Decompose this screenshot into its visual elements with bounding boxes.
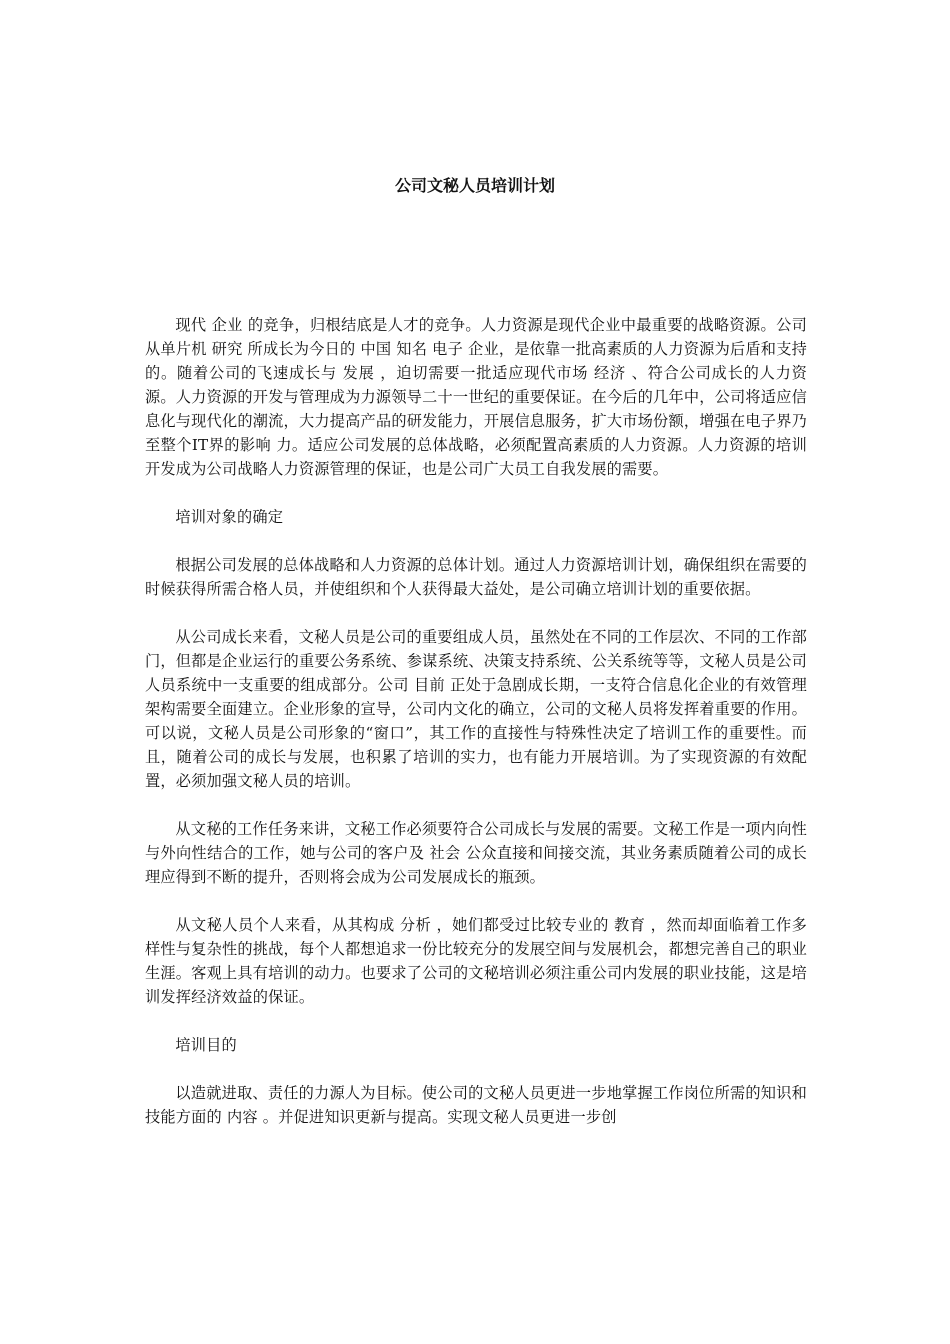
paragraph-individual: 从文秘人员个人来看，从其构成 分析 ，她们都受过比较专业的 教育 ，然而却面临着工作多样性与复杂性的挑战，每个人都想追求一份比较充分的发展空间与发展机会，都想完善自己的职业生涯。客观上具有培训的动力。也要求了公司的文秘培训必须注重公司内发展的职业技能，这是培训发挥经济效益的保证。 (145, 916, 807, 1006)
paragraph-goals: 以造就进取、责任的力源人为目标。使公司的文秘人员更进一步地掌握工作岗位所需的知识和技能方面的 内容 。并促进知识更新与提高。实现文秘人员更进一步创 (145, 1084, 807, 1126)
paragraph-work-tasks: 从文秘的工作任务来讲，文秘工作必须要符合公司成长与发展的需要。文秘工作是一项内向性与外向性结合的工作，她与公司的客户及 社会 公众直接和间接交流，其业务素质随着公司的成长理应得到不断的提升，否则将会成为公司发展成长的瓶颈。 (145, 820, 807, 886)
section-heading-training-goals: 培训目的 (175, 1036, 237, 1054)
paragraph-intro: 现代 企业 的竞争，归根结底是人才的竞争。人力资源是现代企业中最重要的战略资源。公司从单片机 研究 所成长为今日的 中国 知名 电子 企业，是依靠一批高素质的人力资源为后盾和支持的。随着公司的飞速成长与 发展 ，迫切需要一批适应现代市场 经济 、符合公司成长的人力资源。人力资源的开发与管理成为力源领导二十一世纪的重要保证。在今后的几年中，公司将适应信息化与现代化的潮流，大力提高产品的研发能力，开展信息服务，扩大市场份额，增强在电子界乃至整个IT界的影响 力。适应公司发展的总体战略，必须配置高素质的人力资源。人力资源的培训开发成为公司战略人力资源管理的保证，也是公司广大员工自我发展的需要。 (145, 316, 807, 478)
document-title: 公司文秘人员培训计划 (394, 176, 555, 195)
paragraph-company-growth: 从公司成长来看，文秘人员是公司的重要组成人员，虽然处在不同的工作层次、不同的工作部门，但都是企业运行的重要公务系统、参谋系统、决策支持系统、公关系统等等，文秘人员是公司人员系统中一支重要的组成部分。公司 目前 正处于急剧成长期，一支符合信息化企业的有效管理架构需要全面建立。企业形象的宣导，公司内文化的确立，公司的文秘人员将发挥着重要的作用。可以说，文秘人员是公司形象的“窗口”，其工作的直接性与特殊性决定了培训工作的重要性。而且，随着公司的成长与发展，也积累了培训的实力，也有能力开展培训。为了实现资源的有效配置，必须加强文秘人员的培训。 (145, 628, 807, 790)
section-heading-training-targets: 培训对象的确定 (175, 508, 284, 526)
document-body (145, 313, 807, 1153)
paragraph-basis: 根据公司发展的总体战略和人力资源的总体计划。通过人力资源培训计划，确保组织在需要的时候获得所需合格人员，并使组织和个人获得最大益处，是公司确立培训计划的重要依据。 (145, 556, 807, 598)
